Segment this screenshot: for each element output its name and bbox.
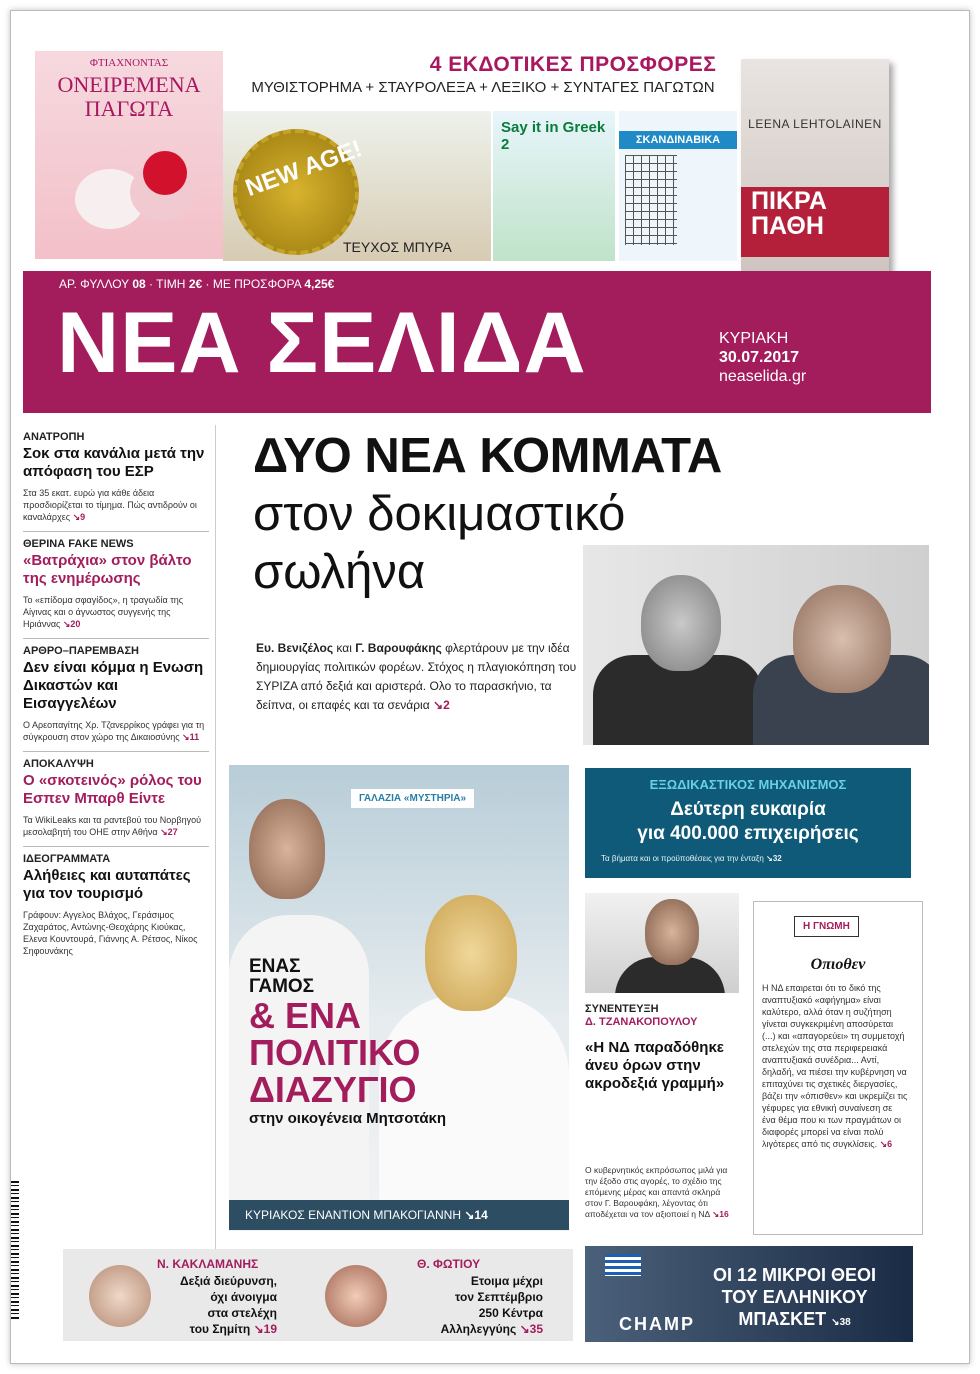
teal-sub-text: Τα βήματα και οι προϋποθέσεις για την ένταξη	[601, 854, 764, 863]
politician-head	[641, 575, 721, 671]
main-headline-line1: ΔΥΟ ΝΕΑ ΚΟΜΜΑΤΑ	[253, 429, 722, 483]
interview-body-text: Ο κυβερνητικός εκπρόσωπος μιλά για την έξοδο στις αγορές, το σχέδιο της επόμενης μέρας και απαντά σκληρά στον Γ. Βαρουφάκη, λέγοντας ότι αποδέχεται να τον αξιοποιεί η ΝΔ	[585, 1165, 728, 1219]
issue-prefix: ΑΡ. ΦΥΛΛΟΥ	[59, 277, 129, 291]
newspaper-logo: ΝΕΑ ΣΕΛΙΔΑ	[57, 295, 587, 391]
bottom-h1-line: όχι άνοιγμα	[210, 1290, 277, 1304]
beer-issue-label: ΤΕΥΧΟΣ ΜΠΥΡΑ	[343, 239, 452, 255]
wedding-line3: & ΕΝΑ	[249, 995, 362, 1036]
page-ref: ↘38	[831, 1317, 851, 1328]
page-ref: ↘16	[712, 1209, 729, 1219]
flag-icon	[605, 1254, 641, 1276]
item-headline: Σοκ στα κανάλια μετά την απόφαση του ΕΣΡ	[23, 445, 205, 480]
politicians-photo	[583, 545, 929, 745]
opinion-body	[762, 982, 908, 1150]
page-ref: ↘35	[519, 1322, 543, 1336]
opinion-box[interactable]	[753, 901, 923, 1235]
interview-kicker: ΣΥΝΕΝΤΕΥΞΗ	[585, 1003, 659, 1015]
column-divider	[215, 425, 216, 1325]
teal-kicker: ΕΞΩΔΙΚΑΣΤΙΚΟΣ ΜΗΧΑΝΙΣΜΟΣ	[649, 777, 847, 792]
promo-icecream-book[interactable]	[35, 51, 223, 259]
interview-body	[585, 1165, 737, 1220]
basketball-line3: ΜΠΑΣΚΕΤ	[738, 1309, 827, 1329]
page-ref: ↘2	[433, 698, 450, 712]
item-body-text: Γράφουν: Αγγελος Βλάχος, Γεράσιμος Ζαχαράτος, Αντώνης-Θεοχάρης Κιούκας, Ελενα Κουντουρά, Γιάννης Α. Ρέτσος, Νίκος Σηφουνάκης	[23, 910, 198, 956]
basketball-line1: ΟΙ 12 ΜΙΚΡΟΙ ΘΕΟΙ	[713, 1265, 877, 1285]
item-kicker: ΑΠΟΚΑΛΥΨΗ	[23, 758, 94, 770]
interview-photo	[585, 893, 739, 993]
wedding-line5: ΔΙΑΖΥΓΙΟ	[249, 1069, 417, 1110]
item-body-text: Το «επίδομα σφαγίδος», η τραγωδία της Αίγινας και ο άγνωστος συγγενής της Ηριάννας	[23, 595, 184, 629]
promo-crossword[interactable]	[619, 111, 737, 261]
promo-greek-book[interactable]	[493, 111, 615, 261]
day: ΚΥΡΙΑΚΗ	[719, 330, 789, 347]
offer-price: 4,25€	[304, 277, 335, 291]
promo-title: 4 ΕΚΔΟΤΙΚΕΣ ΠΡΟΣΦΟΡΕΣ	[429, 53, 717, 76]
bottom-h2-line: Αλληλεγγύης	[440, 1322, 517, 1336]
date: 30.07.2017	[719, 349, 800, 366]
dek-and: και	[336, 641, 352, 655]
wedding-headline	[249, 957, 446, 1127]
wedding-line4: ΠΟΛΙΤΙΚΟ	[249, 1032, 421, 1073]
item-body-text: Ο Αρεοπαγίτης Χρ. Τζανερρίκος γράφει για τη σύγκρουση στον χώρο της Δικαιοσύνης	[23, 720, 205, 742]
promo-subtitle: ΜΥΘΙΣΤΟΡΗΜΑ + ΣΤΑΥΡΟΛΕΞΑ + ΛΕΞΙΚΟ + ΣΥΝΤΑΓΕΣ ΠΑΓΩΤΩΝ	[251, 79, 715, 96]
strawberry-icon	[143, 151, 187, 195]
interviewee-head	[645, 899, 699, 965]
dek-name-1: Ευ. Βενιζέλος	[256, 641, 334, 655]
main-headline-line2: στον δοκιμαστικό	[253, 487, 626, 541]
item-headline: Δεν είναι κόμμα η Ενωση Δικαστών και Εισαγγελέων	[23, 659, 204, 712]
novel-author: LEENA LEHTOLAINEN	[748, 117, 882, 131]
kaklamanis-photo	[89, 1265, 151, 1327]
bottom-h2-line: Ετοιμα μέχρι	[470, 1274, 543, 1288]
item-body	[23, 909, 209, 957]
item-body-text: Τα WikiLeaks και τα ραντεβού του Νορβηγού μεσολαβητή του ΟΗΕ στην Αθήνα	[23, 815, 202, 837]
teal-sub	[601, 854, 782, 863]
price-label: · ΤΙΜΗ	[149, 277, 186, 291]
website[interactable]: neaselida.gr	[719, 368, 807, 385]
left-column-item[interactable]	[23, 532, 209, 639]
wedding-line1: ΕΝΑΣ	[249, 956, 301, 977]
wedding-photo-story[interactable]	[229, 765, 569, 1231]
item-body	[23, 719, 209, 743]
bottom-kicker-1: Ν. ΚΑΚΛΑΜΑΝΗΣ	[157, 1257, 259, 1271]
teal-headline-line2: για 400.000 επιχειρήσεις	[637, 823, 859, 844]
item-kicker: ΑΝΑΤΡΟΠΗ	[23, 431, 85, 443]
main-dek	[256, 639, 586, 715]
basketball-line2: ΤΟΥ ΕΛΛΗΝΙΚΟΥ	[721, 1287, 868, 1307]
opinion-title: Οπιοθεν	[810, 956, 866, 973]
bottom-h1-line: Δεξιά διεύρυνση,	[180, 1274, 277, 1288]
front-page	[23, 41, 931, 1351]
left-column-item[interactable]	[23, 425, 209, 532]
page-ref: ↘32	[766, 854, 782, 863]
teal-headline-line1: Δεύτερη ευκαιρία	[670, 799, 826, 820]
teal-headline	[585, 798, 911, 846]
item-headline: «Βατράχια» στον βάλτο της ενημέρωσης	[23, 552, 192, 587]
fotiou-photo	[325, 1265, 387, 1327]
barcode	[11, 1181, 19, 1321]
crossword-grid-icon	[625, 155, 677, 245]
item-body	[23, 814, 209, 838]
wedding-footer	[229, 1200, 569, 1230]
crossword-title: ΣΚΑΝΔΙΝΑΒΙΚΑ	[619, 131, 737, 149]
page-ref: ↘11	[179, 732, 200, 742]
ice-book-title: ΟΝΕΙΡΕΜΕΝΑ ΠΑΓΩΤΑ	[57, 72, 201, 121]
politician-head	[793, 585, 891, 693]
page-ref: ↘9	[70, 512, 86, 522]
newspaper-frame	[10, 10, 970, 1364]
item-body	[23, 487, 209, 523]
bottom-band	[63, 1249, 573, 1341]
page-ref: ↘14	[464, 1208, 488, 1222]
basketball-headline	[713, 1264, 876, 1334]
interview-name: Δ. ΤΖΑΝΑΚΟΠΟΥΛΟΥ	[585, 1016, 698, 1028]
opinion-body-text: Η ΝΔ επαιρεται ότι το δικό της αναπτυξιακό «αφήγημα» είναι καλύτερο, αλλά όταν η συζήτηση γίνεται συγκεκριμένη αποσύρεται (...) και «απαγορεύει» τη συμμετοχή στελεχών της στα περιφερειακά αναπτυξιακά συνέδρια... Αντί, δηλαδή, να πιέσει την κυβέρνηση να επιταχύνει τις σχετικές διεργασίες, βάζει την «όπισθεν» και υκρεμίζει τις γέφυρες για εθνική συναίνεση σε ένα θέμα που κι των πραγμάτων οι διαφορές μπορεί να είναι πολύ λιγότερες από τις συγκλίσεις.	[762, 983, 908, 1149]
bottom-kicker-2: Θ. ΦΩΤΙΟΥ	[417, 1257, 481, 1271]
wedding-line6: στην οικογένεια Μητσοτάκη	[249, 1110, 447, 1127]
page-ref: ↘19	[253, 1322, 277, 1336]
greek-book-title: Say it in Greek 2	[501, 119, 606, 153]
ice-book-kicker: ΦΤΙΑΧΝΟΝΤΑΣ	[89, 57, 169, 69]
opinion-kicker: Η ΓΝΩΜΗ	[794, 916, 859, 937]
bottom-headline-2[interactable]	[393, 1273, 543, 1337]
dek-name-2: Γ. Βαρουφάκης	[355, 641, 442, 655]
price: 2€	[188, 277, 203, 291]
basketball-story[interactable]	[585, 1246, 913, 1342]
page-ref: ↘27	[157, 827, 178, 837]
wedding-kicker: ΓΑΛΑΖΙΑ «ΜΥΣΤΗΡΙΑ»	[351, 789, 474, 808]
dek-text: φλερτάρουν με την ιδέα δημιουργίας πολιτικών φορέων. Στόχος η πλαγιοκόπηση του ΣΥΡΙΖΑ από δεξιά και αριστερά. Ολο το παρασκήνιο, τα δείπνα, οι επαφές και τα σενάρια	[256, 641, 577, 712]
champ-banner: CHAMP	[619, 1314, 695, 1334]
bottom-h1-line: στα στελέχη	[207, 1306, 277, 1320]
bottom-h1-line: του Σημίτη	[189, 1322, 251, 1336]
issue-info	[59, 277, 334, 291]
bottom-h2-line: τον Σεπτέμβριο	[455, 1290, 543, 1304]
bottle-cap-text: NEW AGE!	[241, 135, 366, 203]
man-head	[249, 799, 325, 899]
item-kicker: ΑΡΘΡΟ–ΠΑΡΕΜΒΑΣΗ	[23, 645, 140, 657]
masthead-date	[719, 329, 806, 386]
teal-story-box[interactable]	[585, 768, 911, 878]
item-body-text: Στα 35 εκατ. ευρώ για κάθε άδεια προσδιορίζεται το τίμημα. Πώς αντιδρούν οι καναλάρχες	[23, 488, 197, 522]
item-body	[23, 594, 209, 630]
novel-title: ΠΙΚΡΑ ΠΑΘΗ	[751, 187, 827, 240]
main-headline-line3: σωλήνα	[253, 545, 426, 599]
item-headline: Ο «σκοτεινός» ρόλος του Εσπεν Μπαρθ Είντε	[23, 772, 202, 807]
item-headline: Αλήθειες και αυταπάτες για τον τουρισμό	[23, 867, 191, 902]
masthead	[23, 271, 931, 413]
wedding-footer-text: ΚΥΡΙΑΚΟΣ ΕΝΑΝΤΙΟΝ ΜΠΑΚΟΓΙΑΝΝΗ	[245, 1208, 461, 1222]
interview-headline[interactable]: «Η ΝΔ παραδόθηκε άνευ όρων στην ακροδεξιά γραμμή»	[585, 1039, 725, 1092]
left-column-item[interactable]	[23, 639, 209, 752]
bottom-headline-1[interactable]	[147, 1273, 277, 1337]
offer-label: · ΜΕ ΠΡΟΣΦΟΡΑ	[205, 277, 301, 291]
bottom-h2-line: 250 Κέντρα	[478, 1306, 543, 1320]
item-kicker: ΘΕΡΙΝΑ FAKE NEWS	[23, 538, 134, 550]
page-ref: ↘6	[879, 1139, 893, 1149]
wedding-line2: ΓΑΜΟΣ	[249, 976, 315, 997]
page-ref: ↘20	[60, 619, 81, 629]
left-column-item[interactable]	[23, 752, 209, 847]
promo-beer-issue[interactable]	[223, 111, 491, 261]
issue-number: 08	[132, 277, 146, 291]
item-kicker: ΙΔΕΟΓΡΑΜΜΑΤΑ	[23, 853, 111, 865]
left-column	[23, 425, 209, 965]
left-column-item[interactable]	[23, 847, 209, 965]
